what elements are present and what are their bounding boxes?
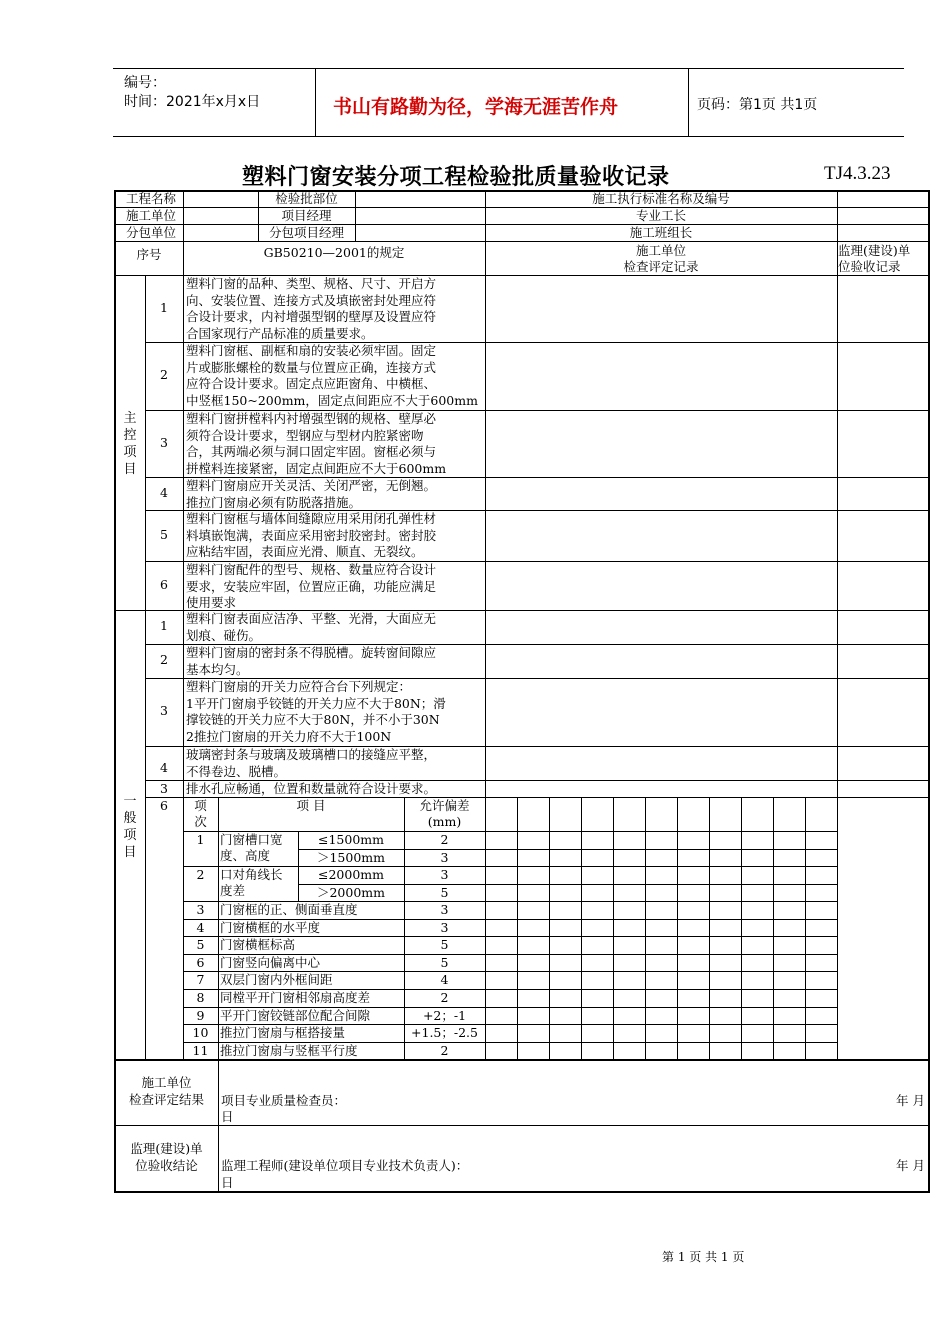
- header-top-rule: [113, 68, 904, 69]
- item-spec-line: 拼樘料连接紧密，固定点间距应不大于600mm: [186, 460, 447, 476]
- grid-vline: [677, 797, 678, 1059]
- item-spec-line: 使用要求: [186, 595, 237, 611]
- item-spec-line: 塑料门窗配件的型号、规格、数量应符合设计: [186, 562, 437, 577]
- header-check: 检查评定记录: [623, 259, 699, 274]
- item-number: 1: [160, 618, 168, 633]
- item-spec-line: 不得卷边、脱槽。: [186, 763, 287, 779]
- info-label: 工程名称: [125, 191, 176, 206]
- item-spec-line: 须符合设计要求，型钢应与型材内腔紧密吻: [186, 427, 424, 443]
- grid-vline: [741, 797, 742, 1059]
- item-spec-line: 要求，安装应牢固，位置应正确，功能应满足: [186, 578, 437, 594]
- grid-vline: [517, 797, 518, 1059]
- dev-head-seq: 项: [194, 798, 207, 813]
- item-spec-line: 塑料门窗扇的密封条不得脱槽。旋转窗间隙应: [186, 645, 437, 660]
- header-bottom-rule: [113, 136, 904, 137]
- dev-row-number: 1: [196, 832, 205, 847]
- item-number: 3: [160, 434, 168, 450]
- main-control-label-char: 目: [123, 462, 137, 477]
- dev-row-tolerance: 5: [440, 937, 449, 953]
- item-spec-line: 合，其两端必须与洞口固定牢固。窗框必须与: [186, 444, 437, 460]
- grid-vline: [837, 797, 838, 1059]
- page-info: 页码：第1页 共1页: [697, 97, 818, 113]
- dev-row-name: 推拉门窗扇与框搭接量: [220, 1025, 346, 1041]
- dev-row-number: 7: [196, 972, 205, 988]
- item-number: 2: [160, 367, 168, 382]
- item-spec-line: 合设计要求，内衬增强型钢的壁厚及设置应符: [186, 309, 437, 325]
- date-day: 日: [221, 1175, 234, 1190]
- info-label: 专业工长: [635, 208, 686, 223]
- date-year-month: 年 月: [896, 1158, 925, 1173]
- grid-vline: [549, 797, 550, 1059]
- item-spec-line: 塑料门窗的品种、类型、规格、尺寸、开启方: [186, 276, 437, 291]
- item-number: 3: [160, 781, 168, 796]
- header-accept: 监理(建设)单: [838, 243, 911, 258]
- item-number: 6: [160, 798, 168, 813]
- dev-row-number: 10: [192, 1025, 209, 1041]
- header-accept: 位验收记录: [838, 259, 901, 274]
- item-number: 3: [160, 703, 168, 718]
- item-spec-line: 塑料门窗拼樘料内衬增强型钢的规格、壁厚必: [186, 411, 437, 426]
- doc-number-label: 编号：: [124, 75, 166, 91]
- header-divider-1: [315, 68, 316, 137]
- main-control-label-char: 项: [123, 445, 137, 460]
- item-number: 5: [160, 526, 168, 542]
- header-divider-2: [688, 68, 689, 137]
- dev-row-tolerance: 3: [440, 919, 449, 935]
- dev-row-tolerance: 2: [440, 990, 449, 1005]
- dev-row-condition: ≤1500mm: [318, 832, 384, 847]
- dev-head-seq: 次: [194, 814, 207, 829]
- dev-row-number: 8: [196, 990, 205, 1005]
- dev-row-tolerance: +1.5；-2.5: [411, 1025, 478, 1041]
- item-spec-line: 塑料门窗框、副框和扇的安装必须牢固。固定: [186, 343, 437, 358]
- doc-time-label: 时间：2021年x月x日: [124, 94, 261, 110]
- grid-vline: [805, 797, 806, 1059]
- info-label: 分包单位: [125, 225, 176, 240]
- item-spec-line: 向、安装位置、连接方式及填嵌密封处理应符: [186, 292, 437, 308]
- item-number: 2: [160, 652, 168, 667]
- page-title: 塑料门窗安装分项工程检验批质量验收记录: [242, 165, 670, 190]
- form-code: TJ4.3.23: [824, 163, 891, 184]
- dev-row-number: 5: [196, 937, 205, 953]
- dev-row-tolerance: 2: [440, 832, 449, 847]
- acceptance-label: 位验收结论: [135, 1158, 198, 1173]
- info-label: 检验批部位: [275, 191, 338, 206]
- dev-head-tol: 允许偏差: [419, 798, 470, 813]
- general-item-label-char: 目: [123, 845, 137, 860]
- table-right-border: [928, 190, 930, 1193]
- dev-row-tolerance: 3: [440, 849, 449, 865]
- table-left-border: [114, 190, 116, 1193]
- dev-row-number: 6: [196, 954, 205, 970]
- motto-text: 书山有路勤为径，学海无涯苦作舟: [333, 96, 619, 118]
- acceptance-label: 监理(建设)单: [130, 1141, 203, 1156]
- dev-row-tolerance: 3: [440, 867, 449, 882]
- item-spec-line: 撑铰链的开关力应不大于80N，并不小于30N: [186, 712, 440, 728]
- dev-row-number: 9: [196, 1007, 205, 1023]
- item-spec-line: 基本均匀。: [186, 661, 249, 677]
- dev-row-tolerance: 2: [440, 1042, 449, 1058]
- grid-vline: [581, 797, 582, 1059]
- dev-row-name: 同樘平开门窗相邻扇高度差: [220, 990, 371, 1005]
- general-item-label-char: 般: [123, 811, 137, 826]
- dev-row-name: 平开门窗铰链部位配合间隙: [220, 1007, 371, 1023]
- item-spec-line: 应粘结牢固，表面应光滑、顺直、无裂纹。: [186, 544, 424, 560]
- item-spec-line: 片或膨胀螺栓的数量与位置应正确，连接方式: [186, 359, 437, 375]
- item-spec-line: 推拉门窗扇必须有防脱落措施。: [186, 494, 362, 510]
- info-label: 施工班组长: [629, 225, 693, 240]
- item-spec-line: 料填嵌饱满，表面应采用密封胶密封。密封胶: [186, 527, 437, 543]
- general-item-label-char: 项: [123, 828, 137, 843]
- dev-row-number: 4: [196, 919, 205, 935]
- item-spec-line: 划痕、碰伤。: [186, 627, 262, 643]
- info-label: 项目经理: [281, 208, 332, 223]
- date-year-month: 年 月: [896, 1093, 925, 1108]
- item-number: 6: [160, 576, 168, 592]
- item-spec-line: 2推拉门窗扇的开关力府不大于100N: [186, 728, 392, 744]
- grid-vline: [355, 190, 356, 241]
- item-spec-line: 合国家现行产品标准的质量要求。: [186, 325, 374, 341]
- dev-row-name: 度差: [220, 883, 246, 898]
- grid-vline: [773, 797, 774, 1059]
- info-label: 施工执行标准名称及编号: [592, 191, 730, 206]
- item-spec-line: 塑料门窗表面应洁净、平整、光滑，大面应无: [186, 611, 437, 626]
- grid-vline: [709, 797, 710, 1059]
- dev-row-name: 门窗横框标高: [220, 937, 296, 953]
- item-spec-line: 塑料门窗扇的开关力应符合台下列规定：: [186, 679, 412, 694]
- bottom-section-rule: [115, 1059, 929, 1061]
- info-label: 分包项目经理: [268, 225, 344, 240]
- item-spec-line: 塑料门窗扇应开关灵活、关闭严密，无倒翘。: [186, 478, 437, 493]
- header-spec: GB50210—2001的规定: [263, 245, 405, 260]
- dev-row-name: 度、高度: [220, 848, 271, 863]
- dev-row-name: 口对角线长: [220, 867, 283, 882]
- grid-vline: [837, 190, 838, 241]
- dev-row-name: 门窗竖向偏离中心: [220, 954, 321, 970]
- dev-row-tolerance: 3: [440, 902, 449, 917]
- dev-row-tolerance: 5: [440, 954, 449, 970]
- dev-row-name: 推拉门窗扇与竖框平行度: [220, 1042, 358, 1058]
- dev-row-condition: ≤2000mm: [318, 867, 384, 882]
- check-result-label: 检查评定结果: [128, 1092, 204, 1107]
- dev-head-item: 项 目: [296, 798, 326, 813]
- dev-row-number: 11: [192, 1042, 209, 1058]
- item-spec-line: 1平开门窗扇乎铰链的开关力应不大于80N；滑: [186, 695, 446, 711]
- general-item-label-char: 一: [123, 794, 137, 809]
- main-control-label-char: 控: [123, 428, 137, 443]
- dev-row-name: 门窗框的正、侧面垂直度: [220, 902, 358, 917]
- dev-row-tolerance: +2；-1: [422, 1007, 467, 1023]
- header-check: 施工单位: [635, 243, 686, 258]
- info-label: 施工单位: [125, 208, 176, 223]
- main-control-label-char: 主: [123, 411, 137, 426]
- page-footer: 第 1 页 共 1 页: [662, 1250, 745, 1264]
- item-number: 1: [160, 299, 168, 315]
- dev-row-name: 门窗横框的水平度: [220, 919, 321, 935]
- dev-row-condition: ＞2000mm: [316, 884, 386, 900]
- dev-head-tol: (mm): [427, 814, 462, 829]
- grid-vline: [485, 797, 486, 1059]
- dev-row-name: 双层门窗内外框间距: [220, 972, 333, 988]
- dev-row-number: 3: [196, 902, 205, 917]
- item-spec-line: 中竖框150~200mm，固定点间距应不大于600mm: [186, 392, 478, 408]
- dev-row-name: 门窗槽口宽: [220, 832, 283, 847]
- check-result-label: 施工单位: [141, 1075, 192, 1090]
- dev-row-number: 2: [196, 867, 205, 882]
- supervisor-signature-line: 监理工程师(建设单位项目专业技术负责人)：: [221, 1158, 469, 1173]
- dev-row-condition: ＞1500mm: [316, 849, 386, 865]
- header-seq: 序号: [136, 247, 162, 262]
- grid-vline: [645, 797, 646, 1059]
- date-day: 日: [221, 1109, 234, 1124]
- item-spec-line: 玻璃密封条与玻璃及玻璃槽口的接缝应平整，: [186, 747, 437, 762]
- dev-row-tolerance: 5: [440, 884, 449, 900]
- item-spec-line: 排水孔应畅通，位置和数量就符合设计要求。: [186, 781, 437, 796]
- grid-vline: [218, 1059, 219, 1193]
- item-spec-line: 应符合设计要求。固定点应距窗角、中横框、: [186, 376, 437, 392]
- inspector-signature-line: 项目专业质量检查员：: [221, 1093, 347, 1108]
- item-spec-line: 塑料门窗框与墙体间缝隙应用采用闭孔弹性材: [186, 511, 437, 526]
- grid-vline: [218, 797, 219, 1059]
- item-number: 4: [160, 484, 168, 500]
- grid-vline: [613, 797, 614, 1059]
- dev-row-tolerance: 4: [440, 972, 449, 988]
- item-number: 4: [160, 760, 168, 775]
